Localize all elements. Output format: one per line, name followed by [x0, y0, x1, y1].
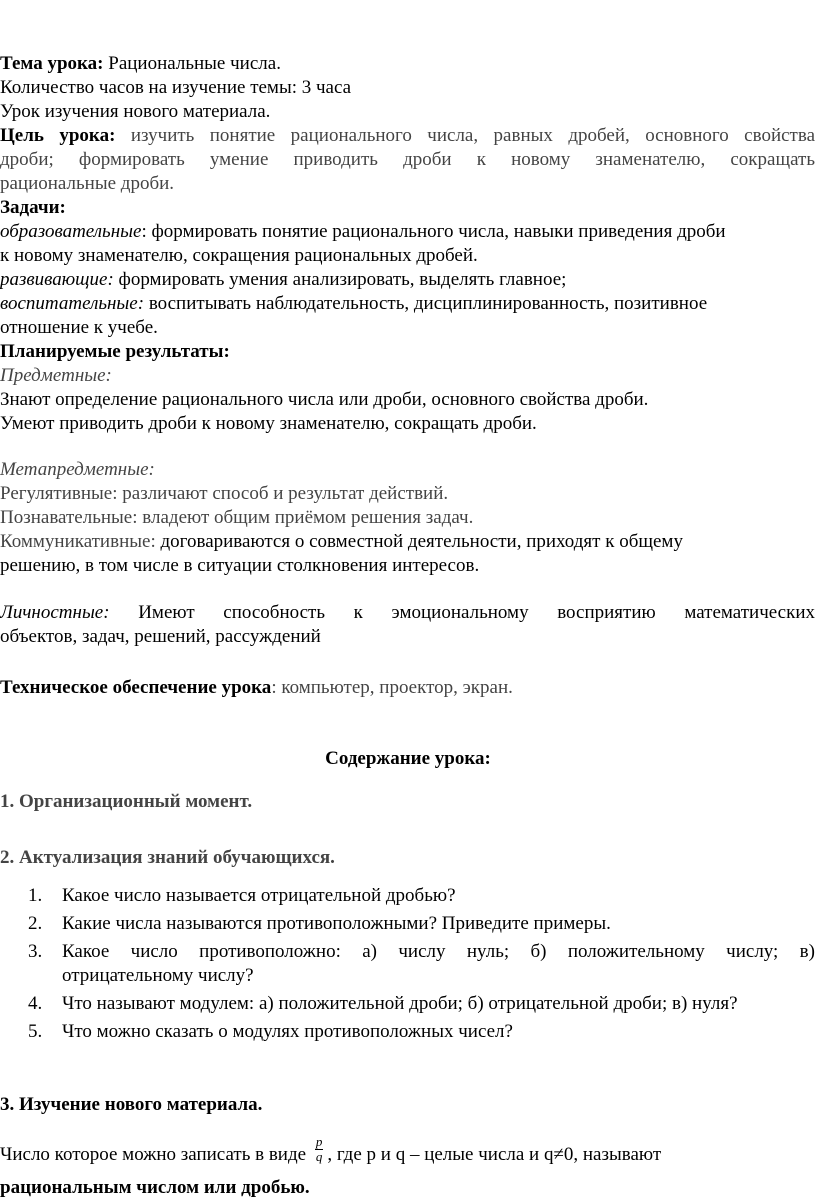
communicative-text: договариваются о совместной деятельности, приходят к общему — [155, 531, 683, 552]
subject-line-1: Знают определение рационального числа или дроби, основного свойства дроби. — [0, 389, 649, 410]
personal-line-1 — [0, 601, 815, 625]
hours-line: Количество часов на изучение темы: 3 часа — [0, 77, 352, 98]
list-number: 5. — [28, 1021, 43, 1042]
lesson-type: Урок изучения нового материала. — [0, 101, 271, 122]
communicative-line-1 — [0, 530, 683, 554]
subject-label — [0, 364, 112, 388]
personal-label: Личностные: — [0, 602, 110, 623]
upbringing-text: воспитывать наблюдательность, дисциплинированность, позитивное — [144, 293, 708, 314]
definition-after: , где p и q – целые числа и q≠0, называют — [327, 1143, 662, 1165]
topic-label: Тема урока: — [0, 53, 104, 74]
equipment-value: : компьютер, проектор, экран. — [271, 677, 513, 698]
tasks-developing — [0, 268, 566, 292]
list-text: Какое число называется отрицательной дробью? — [62, 885, 456, 906]
section-1 — [0, 790, 252, 814]
upbringing-label: воспитательные: — [0, 293, 145, 314]
personal-line-2: объектов, задач, решений, рассуждений — [0, 626, 321, 647]
meta-label — [0, 458, 155, 482]
definition-before: Число которое можно записать в виде — [0, 1143, 311, 1165]
fraction-p-over-q — [315, 1135, 324, 1164]
meta-label-text: Метапредметные: — [0, 459, 155, 480]
communicative-line-2: решению, в том числе в ситуации столкновения интересов. — [0, 555, 480, 576]
communicative-label: Коммуникативные: — [0, 531, 156, 552]
goal-line-3: рациональные дроби. — [0, 173, 175, 194]
list-text: Что называют модулем: а) положительной дроби; б) отрицательной дроби; в) нуля? — [62, 993, 738, 1014]
content-heading-text: Содержание урока: — [325, 748, 491, 769]
subject-label-text: Предметные: — [0, 365, 112, 386]
list-number: 1. — [28, 885, 43, 906]
list-text: Какое число противоположно: а) числу нуль; б) положительному числу; в) — [62, 941, 815, 962]
content-heading — [0, 747, 816, 771]
list-text: Какие числа называются противоположными? Приведите примеры. — [62, 913, 611, 934]
fraction-denominator: q — [315, 1149, 323, 1164]
personal-text: Имеют способность к эмоциональному восприятию математических — [109, 602, 815, 623]
list-text: отрицательному числу? — [62, 965, 254, 986]
developing-text: формировать умения анализировать, выделять главное; — [113, 269, 567, 290]
section-2 — [0, 846, 335, 870]
tasks-heading-text: Задачи: — [0, 197, 66, 218]
educational-text: : формировать понятие рационального числа, навыки приведения дроби — [141, 221, 726, 242]
topic-value: Рациональные числа. — [103, 53, 281, 74]
lesson-topic — [0, 52, 281, 76]
cognitive-line: Познавательные: владеют общим приёмом решения задач. — [0, 507, 474, 528]
tasks-upbringing-2: отношение к учебе. — [0, 317, 158, 338]
list-number: 4. — [28, 993, 43, 1014]
list-text: Что можно сказать о модулях противоположных чисел? — [62, 1021, 513, 1042]
tasks-educational-2: к новому знаменателю, сокращения рациональных дробей. — [0, 245, 478, 266]
subject-line-2: Умеют приводить дроби к новому знаменателю, сокращать дроби. — [0, 413, 537, 434]
results-heading — [0, 340, 230, 364]
section-2-text: 2. Актуализация знаний обучающихся. — [0, 847, 335, 868]
equipment-line — [0, 676, 513, 700]
tasks-educational-1 — [0, 220, 726, 244]
fraction-numerator: p — [315, 1134, 323, 1149]
educational-label: образовательные — [0, 221, 142, 242]
results-heading-text: Планируемые результаты: — [0, 341, 230, 362]
goal-line-1 — [0, 124, 815, 148]
section-3-text: 3. Изучение нового материала. — [0, 1094, 263, 1115]
developing-label: развивающие: — [0, 269, 114, 290]
section-1-text: 1. Организационный момент. — [0, 791, 253, 812]
tasks-heading — [0, 196, 66, 220]
list-number: 2. — [28, 913, 43, 934]
definition-line — [0, 1134, 662, 1170]
regulative-line: Регулятивные: различают способ и результат действий. — [0, 483, 449, 504]
definition-term-text: рациональным числом или дробью. — [0, 1177, 310, 1198]
goal-label: Цель урока: — [0, 125, 116, 146]
tasks-upbringing-1 — [0, 292, 707, 316]
definition-term — [0, 1176, 310, 1200]
goal-text-1: изучить понятие рационального числа, равных дробей, основного свойства — [115, 125, 815, 146]
section-3 — [0, 1093, 262, 1117]
goal-line-2: дроби; формировать умение приводить дроби к новому знаменателю, сокращать — [0, 149, 815, 170]
list-number: 3. — [28, 941, 43, 962]
equipment-label: Техническое обеспечение урока — [0, 677, 272, 698]
